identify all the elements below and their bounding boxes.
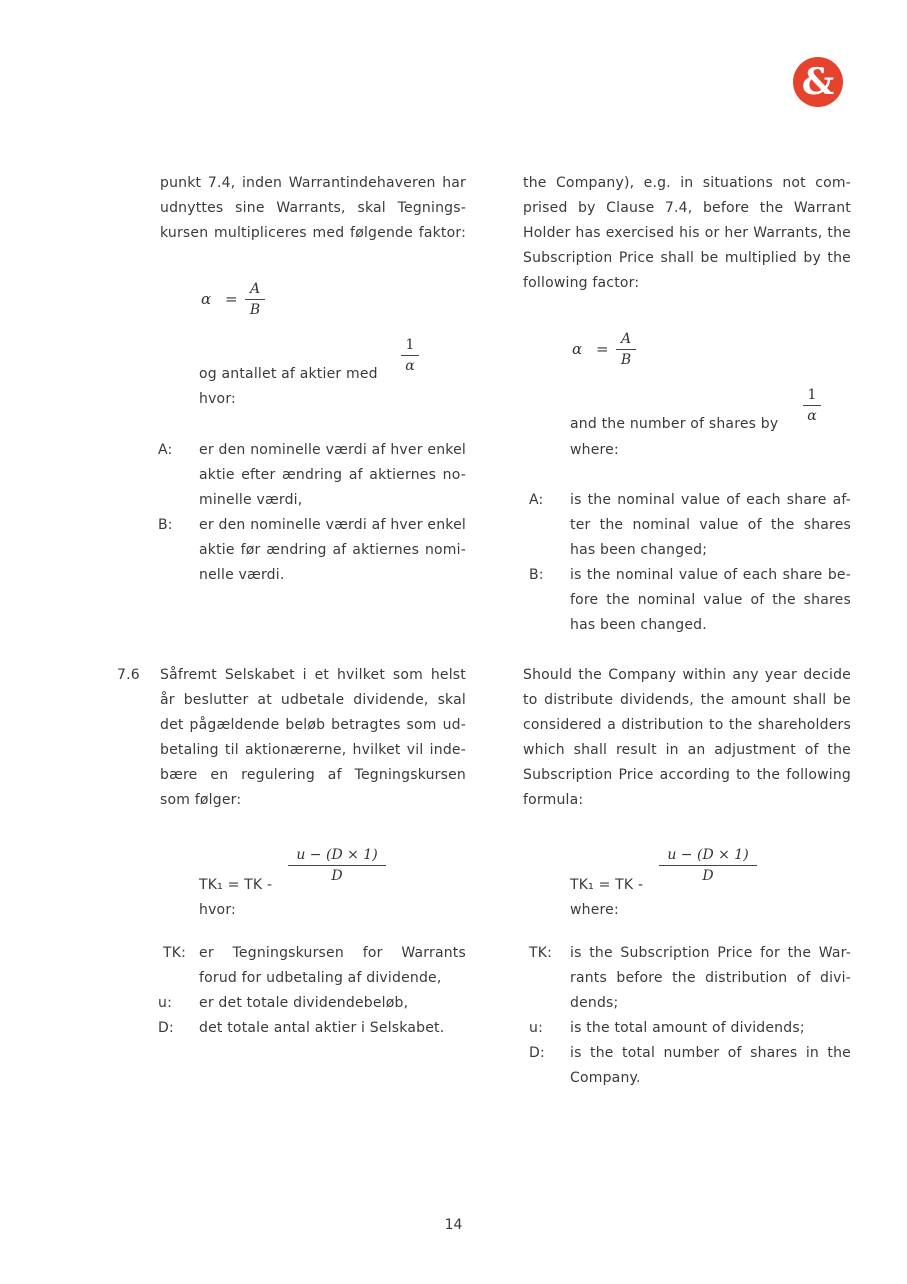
def-text-a (570, 488, 851, 563)
fraction-numerator: u − (D × 1) (659, 846, 757, 866)
fraction-numerator: A (616, 330, 636, 350)
text-line: is the nominal value of each share be- (570, 567, 851, 583)
def-label-b: B: (529, 567, 544, 583)
equals-sign: = (225, 290, 238, 308)
text-line: er den nominelle værdi af hver enkel (199, 442, 466, 458)
equals-sign: = (596, 340, 609, 358)
def-label-a: A: (158, 442, 173, 458)
text-line: is the Subscription Price for the War- (570, 945, 851, 961)
fraction-numerator: u − (D × 1) (288, 846, 386, 866)
text-line: forud for udbetaling af dividende, (199, 970, 442, 986)
tk-expression: TK₁ = TK - (199, 877, 273, 893)
text-line: bære en regulering af Tegningskursen (160, 767, 466, 783)
fraction-denominator: D (702, 868, 714, 884)
fraction-numerator: A (245, 280, 265, 300)
text-line: has been changed; (570, 542, 708, 558)
text-line: punkt 7.4, inden Warrantindehaveren har (160, 175, 466, 191)
text-line: Subscription Price shall be multiplied by the (523, 250, 851, 266)
company-logo: & (793, 57, 843, 107)
hvor-label: hvor: (199, 391, 236, 407)
text-line: prised by Clause 7.4, before the Warrant (523, 200, 851, 216)
fraction-denominator: α (807, 408, 817, 424)
def-label-d: D: (529, 1045, 545, 1061)
text-line: Should the Company within any year decide (523, 667, 851, 683)
fraction-denominator: B (249, 302, 261, 318)
text-line: nelle værdi. (199, 567, 285, 583)
text-line: is the total number of shares in the (570, 1045, 851, 1061)
text-line: Såfremt Selskabet i et hvilket som helst (160, 667, 466, 683)
text-line: ter the nominal value of the shares (570, 517, 851, 533)
text-line: considered a distribution to the shareholders (523, 717, 851, 733)
left-section-paragraph (160, 663, 466, 813)
def-text-d: det totale antal aktier i Selskabet. (199, 1020, 445, 1036)
def-text-a (199, 438, 466, 513)
dividend-fraction (288, 846, 386, 886)
dividend-fraction (659, 846, 757, 886)
where-label: where: (570, 902, 619, 918)
right-intro-paragraph (523, 171, 851, 296)
fraction-numerator: 1 (803, 386, 821, 406)
text-line: Holder has exercised his or her Warrants, the (523, 225, 851, 241)
text-line: the Company), e.g. in situations not com- (523, 175, 851, 191)
text-line: aktie efter ændring af aktiernes no- (199, 467, 466, 483)
fraction-denominator: B (620, 352, 632, 368)
def-label-b: B: (158, 517, 173, 533)
alpha-symbol: α (201, 290, 212, 308)
text-line: kursen multipliceres med følgende faktor: (160, 225, 466, 241)
text-line: udnyttes sine Warrants, skal Tegnings- (160, 200, 466, 216)
def-text-d (570, 1041, 851, 1091)
def-text-tk (199, 941, 466, 991)
def-label-u: u: (158, 995, 172, 1011)
fraction-a-over-b (245, 280, 265, 320)
def-label-u: u: (529, 1020, 543, 1036)
page-number: 14 (444, 1217, 463, 1233)
right-section-paragraph (523, 663, 851, 813)
def-text-u: is the total amount of dividends; (570, 1020, 805, 1036)
def-label-d: D: (158, 1020, 174, 1036)
text-line: Company. (570, 1070, 641, 1086)
text-line: som følger: (160, 792, 242, 808)
fraction-one-over-alpha (401, 336, 419, 376)
text-line: fore the nominal value of the shares (570, 592, 851, 608)
text-line: minelle værdi, (199, 492, 303, 508)
text-line: det pågældende beløb betragtes som ud- (160, 717, 466, 733)
hvor-label: hvor: (199, 902, 236, 918)
def-text-tk (570, 941, 851, 1016)
shares-text: and the number of shares by (570, 416, 779, 432)
left-intro-paragraph (160, 171, 466, 246)
text-line: rants before the distribution of divi- (570, 970, 851, 986)
text-line: is the nominal value of each share af- (570, 492, 851, 508)
def-text-u: er det totale dividendebeløb, (199, 995, 409, 1011)
text-line: to distribute dividends, the amount shall be (523, 692, 851, 708)
def-label-tk: TK: (529, 945, 553, 961)
fraction-numerator: 1 (401, 336, 419, 356)
def-text-b (570, 563, 851, 638)
where-label: where: (570, 442, 619, 458)
text-line: formula: (523, 792, 584, 808)
text-line: has been changed. (570, 617, 707, 633)
section-number: 7.6 (117, 667, 140, 683)
text-line: betaling til aktionærerne, hvilket vil inde- (160, 742, 466, 758)
text-line: er den nominelle værdi af hver enkel (199, 517, 466, 533)
fraction-one-over-alpha (803, 386, 821, 426)
tk-expression: TK₁ = TK - (570, 877, 644, 893)
text-line: following factor: (523, 275, 640, 291)
text-line: Subscription Price according to the following (523, 767, 851, 783)
fraction-denominator: α (405, 358, 415, 374)
text-line: er Tegningskursen for Warrants (199, 945, 466, 961)
text-line: aktie før ændring af aktiernes nomi- (199, 542, 466, 558)
def-label-a: A: (529, 492, 544, 508)
fraction-denominator: D (331, 868, 343, 884)
shares-text: og antallet af aktier med (199, 366, 378, 382)
text-line: dends; (570, 995, 619, 1011)
text-line: which shall result in an adjustment of the (523, 742, 851, 758)
def-text-b (199, 513, 466, 588)
text-line: år beslutter at udbetale dividende, skal (160, 692, 466, 708)
def-label-tk: TK: (163, 945, 187, 961)
fraction-a-over-b (616, 330, 636, 370)
alpha-symbol: α (572, 340, 583, 358)
